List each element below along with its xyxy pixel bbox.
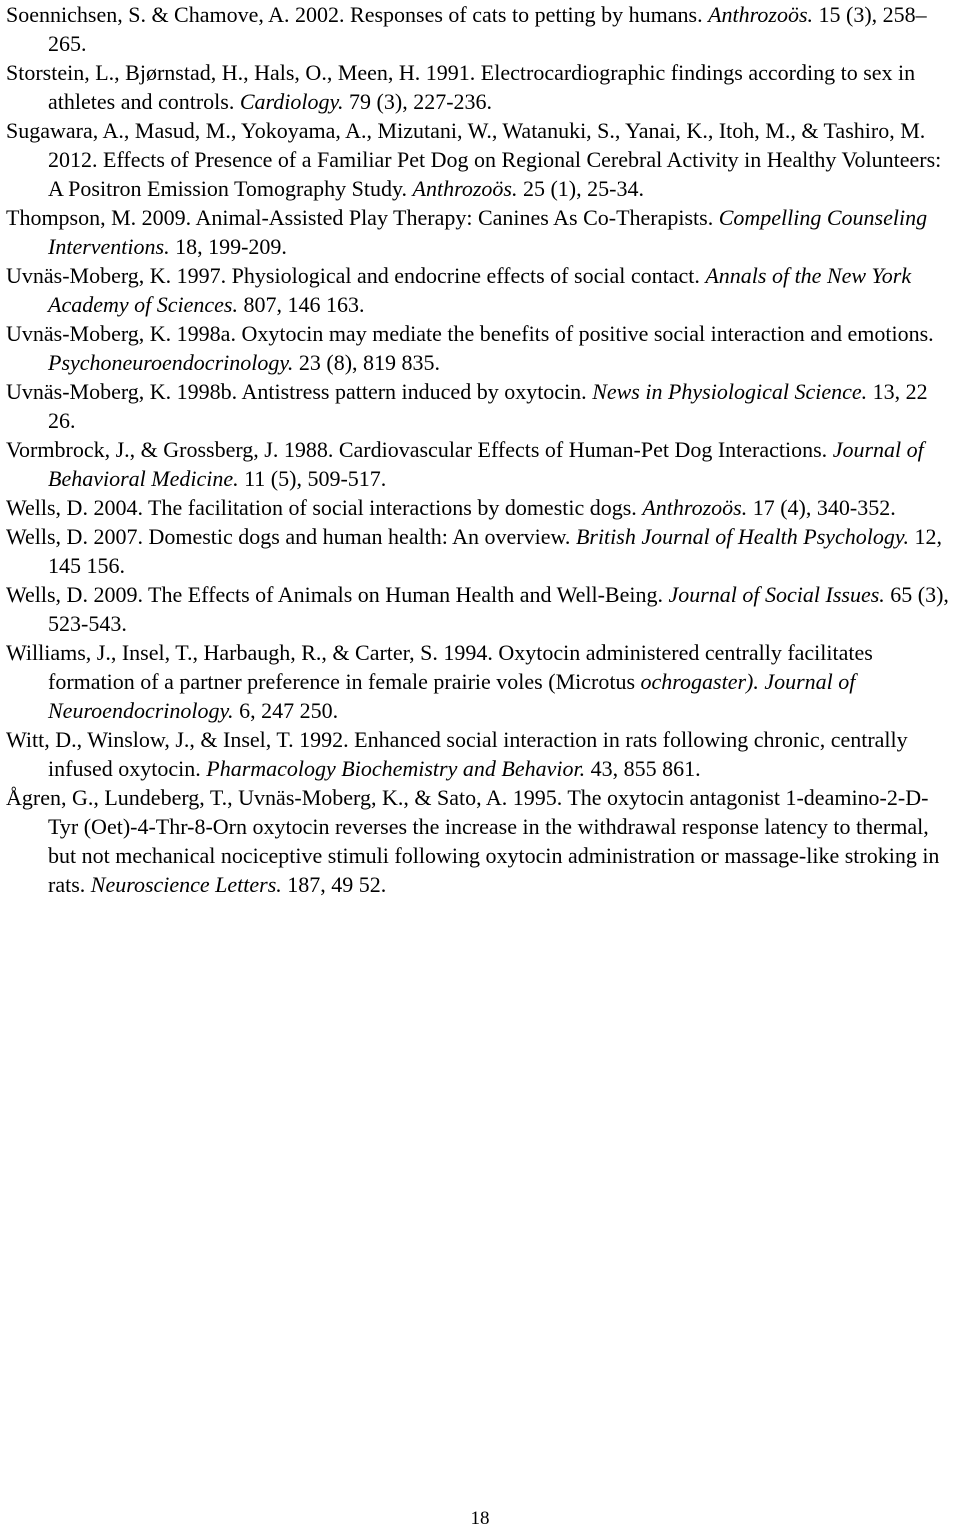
reference-entry [6,116,956,203]
reference-citation: 6, 247 250. [233,698,339,723]
journal-title: Psychoneuroendocrinology. [48,350,294,375]
journal-title: Compelling Counseling Interventions. [48,205,928,259]
reference-entry [6,493,956,522]
reference-citation: 25 (1), 25-34. [517,176,644,201]
reference-entry [6,638,956,725]
journal-title: Anthrozoös. [642,495,748,520]
reference-entry [6,580,956,638]
reference-citation: 17 (4), 340-352. [747,495,896,520]
reference-entry [6,261,956,319]
reference-text: Thompson, M. 2009. Animal-Assisted Play Therapy: Canines As Co-Therapists. [6,205,719,230]
reference-entry [6,377,956,435]
journal-title: Pharmacology Biochemistry and Behavior. [206,756,586,781]
journal-title: Annals of the New York Academy of Sciences. [48,263,912,317]
journal-title: Neuroscience Letters. [90,872,282,897]
page-number: 18 [470,1508,490,1529]
reference-text: Soennichsen, S. & Chamove, A. 2002. Responses of cats to petting by humans. [6,2,709,27]
reference-entry [6,435,956,493]
reference-text: Witt, D., Winslow, J., & Insel, T. 1992. Enhanced social interaction in rats following chronic, centrally infused oxytocin. [6,727,908,781]
reference-text: Uvnäs-Moberg, K. 1998a. Oxytocin may mediate the benefits of positive social interaction and emotions. [6,321,934,346]
reference-entry [6,319,956,377]
reference-text: Uvnäs-Moberg, K. 1998b. Antistress pattern induced by oxytocin. [6,379,593,404]
reference-text: Sugawara, A., Masud, M., Yokoyama, A., Mizutani, W., Watanuki, S., Yanai, K., Itoh, M., & Tashiro, M. 2012. Effects of Presence of a Familiar Pet Dog on Regional Cerebral Activity in Healthy Volunteers: A Positron Emission Tomography Study. [6,118,942,201]
reference-citation: 12, 145 156. [48,524,942,578]
journal-title: Anthrozoös. [412,176,518,201]
journal-title: British Journal of Health Psychology. [575,524,909,549]
reference-text: Uvnäs-Moberg, K. 1997. Physiological and endocrine effects of social contact. [6,263,706,288]
journal-title: Journal of Behavioral Medicine. [48,437,924,491]
reference-citation: 43, 855 861. [585,756,701,781]
reference-citation: 13, 22 26. [48,379,928,433]
reference-list [6,0,956,899]
reference-citation: 79 (3), 227-236. [343,89,493,114]
reference-entry [6,203,956,261]
reference-text: Williams, J., Insel, T., Harbaugh, R., & Carter, S. 1994. Oxytocin administered centrally facilitates formation of a partner preference in female prairie voles (Microtus [6,640,873,694]
reference-entry [6,58,956,116]
journal-title: Anthrozoös. [708,2,814,27]
reference-text: Wells, D. 2007. Domestic dogs and human health: An overview. [6,524,576,549]
reference-entry [6,522,956,580]
journal-title: Journal of Social Issues. [668,582,885,607]
reference-citation: 23 (8), 819 835. [293,350,441,375]
reference-citation: 15 (3), 258–265. [48,2,927,56]
reference-text: Wells, D. 2004. The facilitation of social interactions by domestic dogs. [6,495,643,520]
reference-citation: 187, 49 52. [281,872,387,897]
reference-citation: 65 (3), 523-543. [48,582,949,636]
journal-title: ochrogaster). Journal of Neuroendocrinology. [48,669,856,723]
reference-text: Storstein, L., Bjørnstad, H., Hals, O., Meen, H. 1991. Electrocardiographic findings according to sex in athletes and controls. [6,60,916,114]
reference-citation: 807, 146 163. [237,292,365,317]
journal-title: News in Physiological Science. [592,379,868,404]
reference-text: Ågren, G., Lundeberg, T., Uvnäs-Moberg, K., & Sato, A. 1995. The oxytocin antagonist 1-deamino-2-D-Tyr (Oet)-4-Thr-8-Orn oxytocin reverses the increase in the withdrawal response latency to thermal, but not mechanical nociceptive stimuli following oxytocin administration or massage-like stroking in rats. [6,785,940,897]
reference-citation: 11 (5), 509-517. [238,466,387,491]
journal-title: Cardiology. [239,89,344,114]
reference-entry [6,783,956,899]
reference-text: Wells, D. 2009. The Effects of Animals on Human Health and Well-Being. [6,582,669,607]
reference-text: Vormbrock, J., & Grossberg, J. 1988. Cardiovascular Effects of Human-Pet Dog Interactions. [6,437,833,462]
reference-entry [6,725,956,783]
reference-entry [6,0,956,58]
reference-citation: 18, 199-209. [169,234,287,259]
